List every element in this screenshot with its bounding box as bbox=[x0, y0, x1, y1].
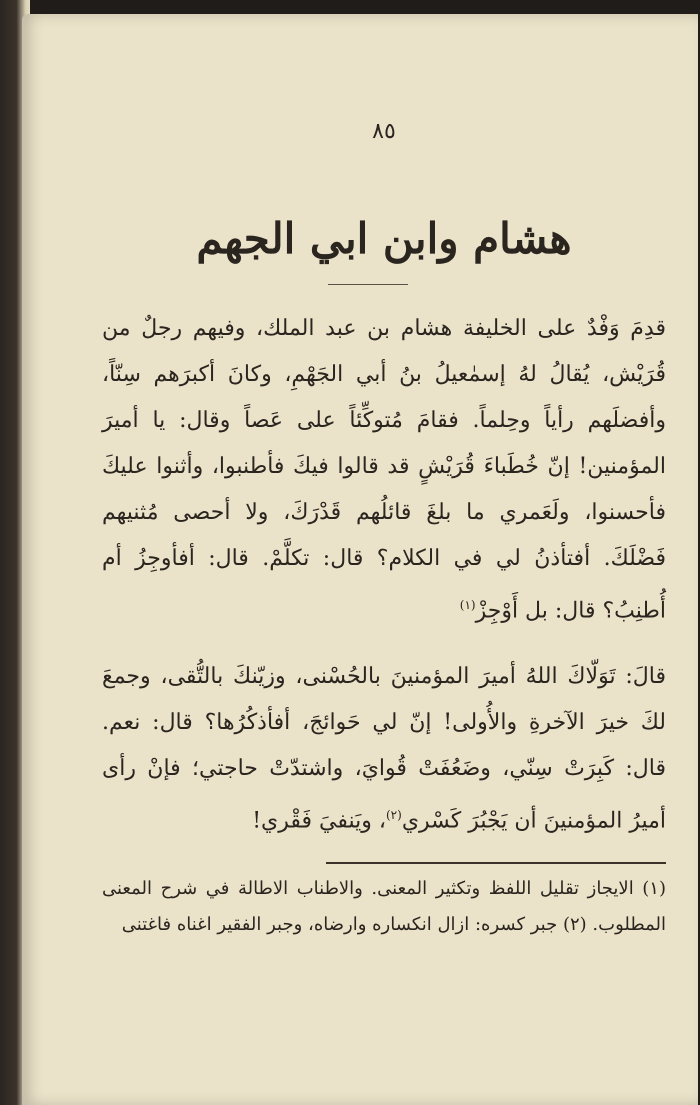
body-paragraph-1 bbox=[102, 306, 666, 634]
footnote-1: (١) الايجاز تقليل اللفظ وتكثير المعنى. والاطناب الاطالة في شرح المعنى المطلوب. bbox=[102, 878, 666, 935]
footnotes-block bbox=[102, 871, 666, 943]
footnote-ref-1: (١) bbox=[459, 598, 476, 612]
paragraph-2-text-a: قالَ: تَوَلّاكَ اللهُ أميرَ المؤمنينَ بالحُسْنى، وزيّنكَ بالتُّقى، وجمعَ لكَ خيرَ الآخرةِ والأُولى! إنّ لي حَوائجَ، أفأذكُرُها؟ قال: نعم. قال: كَبِرَتْ سِنّي، وضَعُفَتْ قُوايَ، واشتدّتْ حاجتي؛ فإنْ رأى أميرُ المؤمنينَ أن يَجْبُرَ كَسْري bbox=[102, 664, 666, 834]
title-divider bbox=[328, 284, 408, 285]
footnote-ref-2: (٢) bbox=[385, 808, 402, 822]
paragraph-1-text: قدِمَ وَفْدٌ على الخليفة هشام بن عبد الملك، وفيهم رجلٌ من قُرَيْش، يُقالُ لهُ إسمٰعيلُ بنُ أبي الجَهْمِ، وكانَ أكبرَهم سِنّاً، وأفضلَهم رأياً وحِلماً. فقامَ مُتوكِّئاً على عَصاً وقال: يا أميرَ المؤمنين! إنّ خُطَباءَ قُرَيْشٍ قد قالوا فيكَ فأطنبوا، وأثنوا عليكَ فأحسنوا، ولَعَمري ما بلغَ قائلُهم قَدْرَكَ، ولا أحصى مُثنيهم فَضْلَكَ. أفتأذنُ لي في الكلام؟ قال: تكلَّمْ. قال: أفأوجِزُ أم أُطنِبُ؟ قال: بل أَوْجِزْ bbox=[102, 316, 666, 624]
footnote-2: (٢) جبر كسره: ازال انكساره وارضاه، وجبر الفقير اغناه فاغتنى bbox=[121, 914, 587, 935]
body-paragraph-2 bbox=[102, 654, 666, 844]
page-number: ٨٥ bbox=[372, 119, 396, 144]
footnote-divider bbox=[326, 862, 666, 864]
book-page bbox=[22, 14, 698, 1105]
chapter-title: هشام وابن ابي الجهم bbox=[196, 214, 572, 263]
paragraph-2-text-b: ، ويَنفيَ فَقْري! bbox=[252, 808, 386, 834]
page-text-block bbox=[102, 14, 666, 1105]
